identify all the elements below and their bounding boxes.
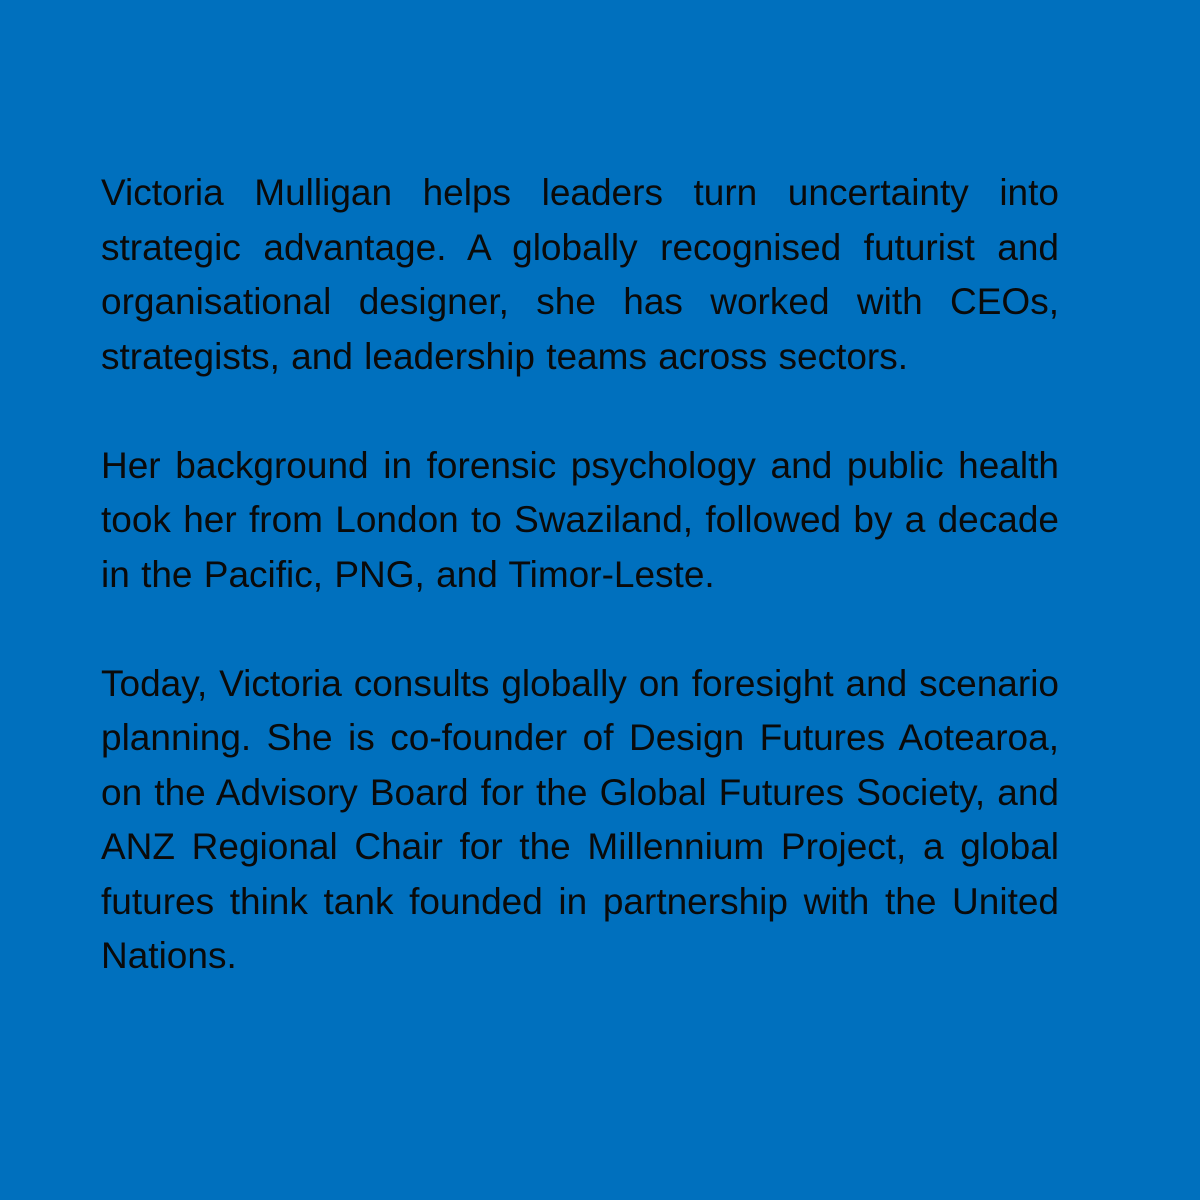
bio-paragraph-background: Her background in forensic psychology and public health took her from London to Swaziland, followed by a decade in the Pacific, PNG, and Timor-Leste. bbox=[101, 444, 1059, 595]
bio-paragraph-current-work: Today, Victoria consults globally on foresight and scenario planning. She is co-founder of Design Futures Aotearoa, on the Advisory Board for the Global Futures Society, and ANZ Regional Chair for the Millennium Project, a global futures think tank founded in partnership with the United Nations. bbox=[101, 662, 1059, 976]
bio-paragraph-intro: Victoria Mulligan helps leaders turn uncertainty into strategic advantage. A globally recognised futurist and organisational designer, she has worked with CEOs, strategists, and leadership teams across sectors. bbox=[101, 172, 1059, 377]
bio-text-block bbox=[101, 166, 1059, 984]
